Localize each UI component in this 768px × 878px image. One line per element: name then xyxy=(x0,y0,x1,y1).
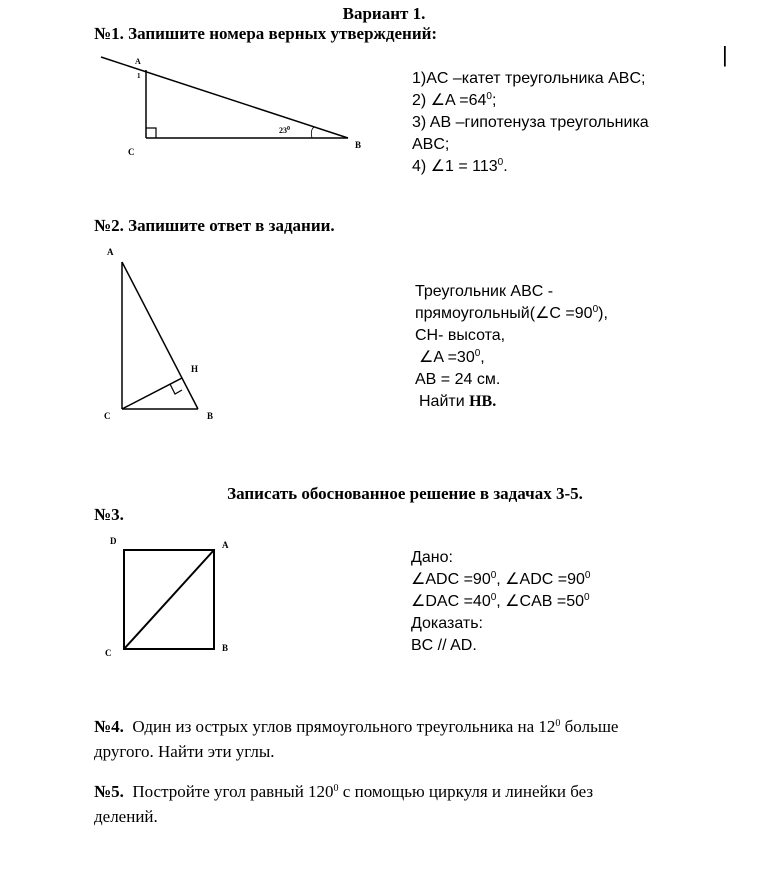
task4-line-1: №4. Один из острых углов прямоугольного треугольника на $12^0$ больше xyxy=(94,717,619,736)
task2-number: №2. xyxy=(94,216,124,235)
text-cursor: | xyxy=(722,42,728,67)
label-angle-1: 1 xyxy=(137,72,141,80)
condition-6: Найти HB. xyxy=(419,393,497,410)
given-label: Дано: xyxy=(411,549,453,566)
label-b: B xyxy=(355,140,362,150)
label-h: H xyxy=(191,364,199,374)
statement-3b: ABC; xyxy=(412,136,450,153)
label-b: B xyxy=(222,643,229,653)
label-a: A xyxy=(222,540,229,550)
task1-number: №1. xyxy=(94,24,124,43)
label-a: A xyxy=(107,247,114,257)
prove-label: Доказать: xyxy=(411,615,483,632)
right-angle-mark-h xyxy=(170,384,182,394)
condition-1: Треугольник ABC - xyxy=(415,283,554,300)
task1-heading xyxy=(94,24,437,44)
side-ab xyxy=(122,262,198,409)
label-c: C xyxy=(105,648,112,658)
prove-statement: BC // AD. xyxy=(411,637,477,654)
label-d: D xyxy=(110,536,117,546)
task5-line-2: делений. xyxy=(94,807,158,826)
statement-3a: 3) AB –гипотенуза треугольника xyxy=(412,114,649,131)
task2-figure xyxy=(96,240,236,430)
statement-4: 4) ∠1 = $113^0$. xyxy=(412,157,508,175)
given-line-1: ∠ADC $=90^0$, ∠ADC $=90^0$ xyxy=(411,570,591,588)
task2-conditions xyxy=(415,281,608,413)
statement-2: 2) ∠A $=64^0$; xyxy=(412,91,497,109)
section-heading: Записать обоснованное решение в задачах 3-5. xyxy=(227,484,583,503)
label-angle-b: $23^0$ xyxy=(279,126,290,135)
task4-line-2: другого. Найти эти углы. xyxy=(94,742,275,761)
label-a: A xyxy=(135,57,141,66)
given-line-2: ∠DAC $=40^0$, ∠CAB $=50^0$ xyxy=(411,592,590,610)
diagonal-ac xyxy=(124,550,214,649)
condition-5: AB = 24 см. xyxy=(415,371,501,388)
task5 xyxy=(94,779,734,829)
task4-number: №4. xyxy=(94,717,124,736)
label-c: C xyxy=(104,411,111,421)
task3-figure xyxy=(100,532,245,660)
task2-heading-text: Запишите ответ в задании. xyxy=(128,216,335,235)
right-angle-mark xyxy=(146,128,156,138)
task5-line-1: №5. Постройте угол равный $120^0$ с помощью циркуля и линейки без xyxy=(94,782,594,801)
line-ab-extended xyxy=(101,57,348,138)
height-ch xyxy=(122,378,182,409)
task1-figure xyxy=(90,48,380,166)
task1-heading-text: Запишите номера верных утверждений: xyxy=(128,24,438,43)
condition-4: ∠A $=30^0$, xyxy=(419,348,485,366)
label-b: B xyxy=(207,411,214,421)
task2-heading xyxy=(94,216,335,236)
condition-2: прямоугольный(∠C $=90^0$), xyxy=(415,304,608,322)
task4 xyxy=(94,714,734,764)
task1-statements xyxy=(412,68,649,178)
statement-1: 1)AC –катет треугольника ABC; xyxy=(412,70,646,87)
page-title: Вариант 1. xyxy=(342,4,426,23)
angle-b-arc xyxy=(311,127,314,138)
task3-number: №3. xyxy=(94,505,124,524)
condition-3: CH- высота, xyxy=(415,327,506,344)
label-c: C xyxy=(128,147,135,157)
task5-number: №5. xyxy=(94,782,124,801)
task3-given xyxy=(411,547,590,657)
